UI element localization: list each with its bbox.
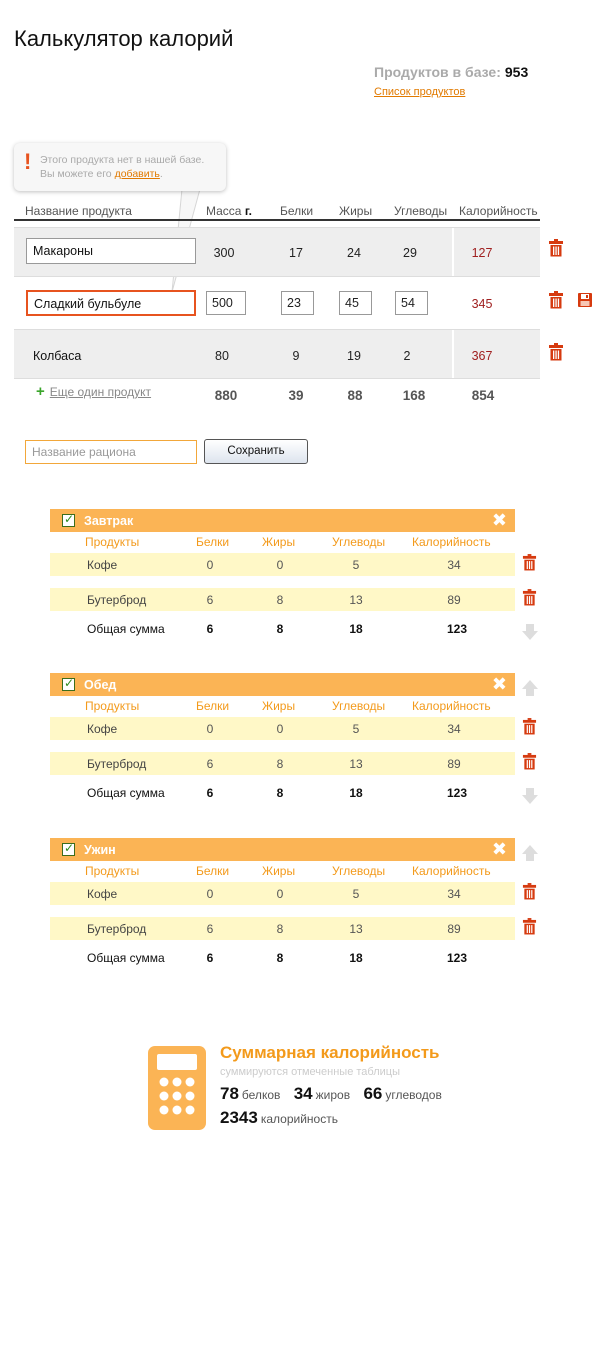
delete-product-icon[interactable] xyxy=(548,291,564,309)
meal-fat: 0 xyxy=(276,558,284,572)
summary-carbs-value: 66 xyxy=(363,1084,383,1103)
product-kcal: 345 xyxy=(471,297,493,311)
tooltip-line2-suffix: . xyxy=(159,168,163,180)
delete-meal-item-icon[interactable] xyxy=(522,918,537,935)
save-ration-button[interactable]: Сохранить xyxy=(204,439,308,464)
meal-title: Обед xyxy=(84,678,117,692)
product-count-value: 953 xyxy=(504,64,529,80)
tooltip-line1: Этого продукта нет в нашей базе. xyxy=(40,154,205,166)
meal-kcal: 34 xyxy=(447,722,461,736)
meal-col-protein: Белки xyxy=(196,535,230,549)
summary-kcal-label: калорийность xyxy=(260,1112,338,1126)
meal-carbs: 5 xyxy=(352,722,360,736)
product-name-input[interactable]: Макароны xyxy=(26,238,196,264)
product-count xyxy=(374,64,528,80)
summary-protein-value: 78 xyxy=(220,1084,239,1103)
move-down-icon[interactable] xyxy=(521,787,539,805)
ration-name-input[interactable]: Название рациона xyxy=(25,440,197,464)
row-divider xyxy=(452,330,454,378)
meal-carbs: 13 xyxy=(349,757,363,771)
missing-product-tooltip xyxy=(14,143,226,191)
tooltip-line2-prefix: Вы можете его xyxy=(40,168,115,180)
delete-meal-item-icon[interactable] xyxy=(522,718,537,735)
col-header-name: Название продукта xyxy=(25,204,132,218)
delete-product-icon[interactable] xyxy=(548,343,564,361)
meal-col-kcal: Калорийность xyxy=(412,535,491,549)
product-name-input[interactable]: Сладкий бульбуле xyxy=(26,290,196,316)
meal-sum-fat: 8 xyxy=(276,951,284,965)
meal-col-carbs: Углеводы xyxy=(332,535,386,549)
meal-title: Ужин xyxy=(84,843,116,857)
meal-kcal: 89 xyxy=(447,593,461,607)
col-header-kcal: Калорийность xyxy=(459,204,538,218)
save-product-icon[interactable] xyxy=(578,293,592,307)
product-name: Колбаса xyxy=(33,349,82,363)
meal-kcal: 89 xyxy=(447,757,461,771)
meal-col-carbs: Углеводы xyxy=(332,864,386,878)
product-kcal: 127 xyxy=(471,246,493,260)
summary-subtitle: суммируются отмеченные таблицы xyxy=(220,1066,400,1078)
meal-protein: 6 xyxy=(206,922,214,936)
col-header-mass xyxy=(206,204,252,218)
meal-protein: 6 xyxy=(206,593,214,607)
meal-sum-protein: 6 xyxy=(206,951,214,965)
meal-col-products: Продукты xyxy=(85,864,140,878)
meal-col-fat: Жиры xyxy=(262,699,296,713)
product-fat: 24 xyxy=(347,246,361,260)
meal-sum-carbs: 18 xyxy=(349,786,363,800)
meal-title: Завтрак xyxy=(84,514,134,528)
meal-carbs: 5 xyxy=(352,558,360,572)
meal-fat: 8 xyxy=(276,593,284,607)
meal-sum-carbs: 18 xyxy=(349,951,363,965)
meal-carbs: 13 xyxy=(349,593,363,607)
plus-icon: + xyxy=(36,383,45,400)
product-fat: 19 xyxy=(347,349,361,363)
close-icon[interactable]: ✖ xyxy=(491,510,507,530)
warning-icon: ! xyxy=(24,149,32,174)
meal-col-fat: Жиры xyxy=(262,864,296,878)
meal-carbs: 13 xyxy=(349,922,363,936)
product-protein: 17 xyxy=(289,246,303,260)
product-list-link[interactable]: Список продуктов xyxy=(374,86,466,98)
meal-col-carbs: Углеводы xyxy=(332,699,386,713)
meal-product-name: Бутерброд xyxy=(87,922,147,936)
meal-fat: 0 xyxy=(276,887,284,901)
add-product-button[interactable] xyxy=(36,383,151,400)
page-title: Калькулятор калорий xyxy=(14,26,234,51)
product-protein: 9 xyxy=(292,349,300,363)
col-header-fat: Жиры xyxy=(339,204,373,218)
calculator-icon xyxy=(148,1046,206,1130)
col-header-protein: Белки xyxy=(280,204,314,218)
meal-product-name: Кофе xyxy=(87,722,118,736)
close-icon[interactable]: ✖ xyxy=(491,674,507,694)
protein-input[interactable]: 23 xyxy=(281,291,314,315)
summary-carbs-label: углеводов xyxy=(385,1088,442,1102)
delete-meal-item-icon[interactable] xyxy=(522,753,537,770)
meal-product-name: Кофе xyxy=(87,887,118,901)
meal-col-fat: Жиры xyxy=(262,535,296,549)
product-carbs: 29 xyxy=(403,246,417,260)
meal-checkbox[interactable] xyxy=(62,678,75,691)
tooltip-pointer-cover xyxy=(180,186,204,196)
meal-sum-fat: 8 xyxy=(276,622,284,636)
meal-sum-kcal: 123 xyxy=(446,951,468,965)
meal-sum-carbs: 18 xyxy=(349,622,363,636)
total-fat: 88 xyxy=(347,388,363,403)
product-mass: 300 xyxy=(213,246,235,260)
total-protein: 39 xyxy=(288,388,304,403)
meal-header-dinner xyxy=(50,838,515,861)
product-kcal: 367 xyxy=(471,349,493,363)
summary-protein-label: белков xyxy=(241,1088,281,1102)
meal-sum-label: Общая сумма xyxy=(87,786,165,800)
add-product-label: Еще один продукт xyxy=(49,385,152,399)
fat-input[interactable]: 45 xyxy=(339,291,372,315)
summary-fat-value: 34 xyxy=(293,1084,313,1103)
summary-macros xyxy=(220,1084,442,1104)
carbs-input[interactable]: 54 xyxy=(395,291,428,315)
meal-sum-label: Общая сумма xyxy=(87,951,165,965)
meal-product-name: Бутерброд xyxy=(87,593,147,607)
col-header-mass-unit: г. xyxy=(244,204,252,218)
meal-col-products: Продукты xyxy=(85,535,140,549)
meal-protein: 0 xyxy=(206,722,214,736)
meal-kcal: 34 xyxy=(447,558,461,572)
meal-protein: 6 xyxy=(206,757,214,771)
summary-fat-label: жиров xyxy=(315,1088,351,1102)
meal-kcal: 34 xyxy=(447,887,461,901)
col-header-mass-label: Масса xyxy=(206,204,242,218)
total-mass: 880 xyxy=(214,388,238,403)
mass-input[interactable]: 500 xyxy=(206,291,246,315)
meal-checkbox[interactable] xyxy=(62,843,75,856)
meal-protein: 0 xyxy=(206,558,214,572)
row-divider xyxy=(452,228,454,276)
meal-header-breakfast xyxy=(50,509,515,532)
meal-sum-kcal: 123 xyxy=(446,622,468,636)
meal-fat: 8 xyxy=(276,922,284,936)
summary-kcal-value: 2343 xyxy=(220,1108,258,1127)
total-carbs: 168 xyxy=(402,388,426,403)
meal-sum-fat: 8 xyxy=(276,786,284,800)
close-icon[interactable]: ✖ xyxy=(491,839,507,859)
product-mass: 80 xyxy=(215,349,229,363)
delete-product-icon[interactable] xyxy=(548,239,564,257)
meal-col-protein: Белки xyxy=(196,864,230,878)
delete-meal-item-icon[interactable] xyxy=(522,554,537,571)
move-up-icon[interactable] xyxy=(521,844,539,862)
summary-title: Суммарная калорийность xyxy=(220,1043,440,1062)
move-up-icon[interactable] xyxy=(521,679,539,697)
product-carbs: 2 xyxy=(403,349,411,363)
meal-product-name: Бутерброд xyxy=(87,757,147,771)
delete-meal-item-icon[interactable] xyxy=(522,589,537,606)
col-header-carbs: Углеводы xyxy=(394,204,448,218)
meal-product-name: Кофе xyxy=(87,558,118,572)
summary-kcal xyxy=(220,1108,338,1128)
meal-sum-protein: 6 xyxy=(206,622,214,636)
meal-sum-protein: 6 xyxy=(206,786,214,800)
meal-fat: 8 xyxy=(276,757,284,771)
product-count-label: Продуктов в базе: xyxy=(374,64,501,80)
meal-sum-kcal: 123 xyxy=(446,786,468,800)
meal-protein: 0 xyxy=(206,887,214,901)
add-product-link[interactable]: добавить xyxy=(114,168,160,180)
meal-col-protein: Белки xyxy=(196,699,230,713)
meal-checkbox[interactable] xyxy=(62,514,75,527)
meal-sum-label: Общая сумма xyxy=(87,622,165,636)
delete-meal-item-icon[interactable] xyxy=(522,883,537,900)
move-down-icon[interactable] xyxy=(521,623,539,641)
tooltip-line2 xyxy=(40,167,218,181)
meal-carbs: 5 xyxy=(352,887,360,901)
total-kcal: 854 xyxy=(471,388,495,403)
meal-col-products: Продукты xyxy=(85,699,140,713)
meal-header-lunch xyxy=(50,673,515,696)
header-divider xyxy=(14,219,540,221)
meal-kcal: 89 xyxy=(447,922,461,936)
meal-col-kcal: Калорийность xyxy=(412,864,491,878)
meal-fat: 0 xyxy=(276,722,284,736)
meal-col-kcal: Калорийность xyxy=(412,699,491,713)
